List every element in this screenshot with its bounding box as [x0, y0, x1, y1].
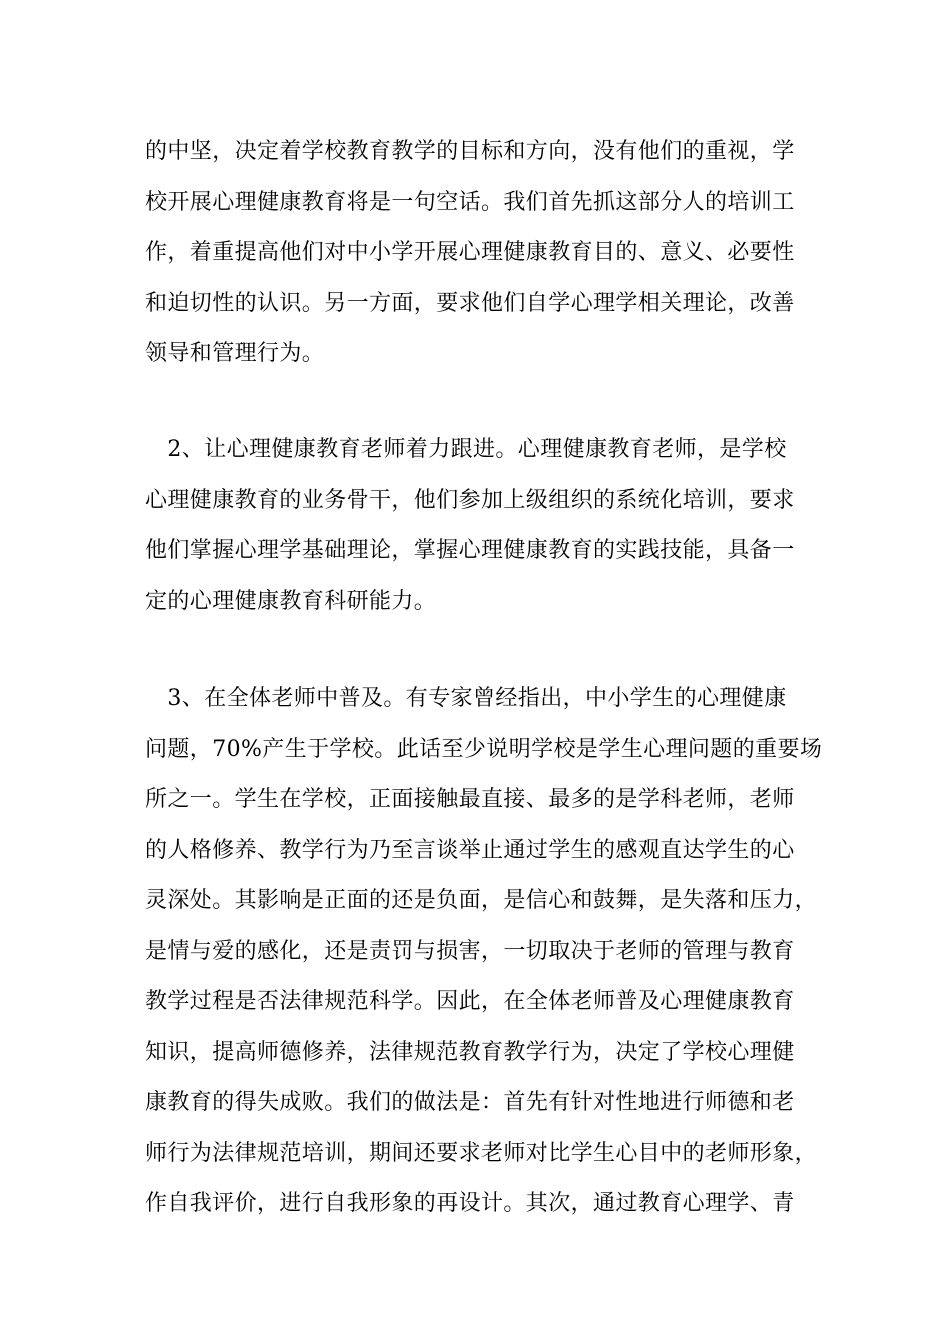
- text-line: 师行为法律规范培训，期间还要求老师对比学生心目中的老师形象，: [145, 1140, 818, 1166]
- text-line: 教学过程是否法律规范科学。因此，在全体老师普及心理健康教育: [145, 989, 795, 1014]
- text-line: 的人格修养、教学行为乃至言谈举止通过学生的感观直达学生的心: [145, 837, 795, 863]
- text-line: 3、在全体老师中普及。有专家曾经指出，中小学生的心理健康: [145, 686, 787, 711]
- text-line: 定的心理健康教育科研能力。: [145, 588, 437, 614]
- text-line: 领导和管理行为。: [145, 341, 325, 366]
- paragraph-1: [145, 127, 815, 380]
- text-line: 校开展心理健康教育将是一句空话。我们首先抓这部分人的培训工: [145, 189, 795, 215]
- text-line: 和迫切性的认识。另一方面，要求他们自学心理学相关理论，改善: [145, 290, 795, 316]
- text-line: 是情与爱的感化，还是责罚与损害，一切取决于老师的管理与教育: [145, 938, 795, 964]
- text-line: 心理健康教育的业务骨干，他们参加上级组织的系统化培训，要求: [145, 487, 795, 513]
- text-line: 所之一。学生在学校，正面接触最直接、最多的是学科老师，老师: [145, 787, 795, 812]
- text-line: 康教育的得失成败。我们的做法是：首先有针对性地进行师德和老: [145, 1090, 795, 1115]
- text-line: 的中坚，决定着学校教育教学的目标和方向，没有他们的重视，学: [145, 139, 795, 164]
- text-line: 问题，70%产生于学校。此话至少说明学校是学生心理问题的重要场: [145, 736, 823, 762]
- paragraph-2: [145, 425, 815, 627]
- text-line: 灵深处。其影响是正面的还是负面，是信心和鼓舞，是失落和压力，: [145, 888, 818, 913]
- text-line: 作自我评价，进行自我形象的再设计。其次，通过教育心理学、青: [145, 1191, 795, 1216]
- text-line: 2、让心理健康教育老师着力跟进。心理健康教育老师，是学校: [145, 437, 787, 462]
- paragraph-3: [145, 674, 823, 1230]
- text-line: 知识，提高师德修养，法律规范教育教学行为，决定了学校心理健: [145, 1039, 795, 1065]
- text-line: 作，着重提高他们对中小学开展心理健康教育目的、意义、必要性: [145, 240, 795, 265]
- text-line: 他们掌握心理学基础理论，掌握心理健康教育的实践技能，具备一: [145, 538, 795, 563]
